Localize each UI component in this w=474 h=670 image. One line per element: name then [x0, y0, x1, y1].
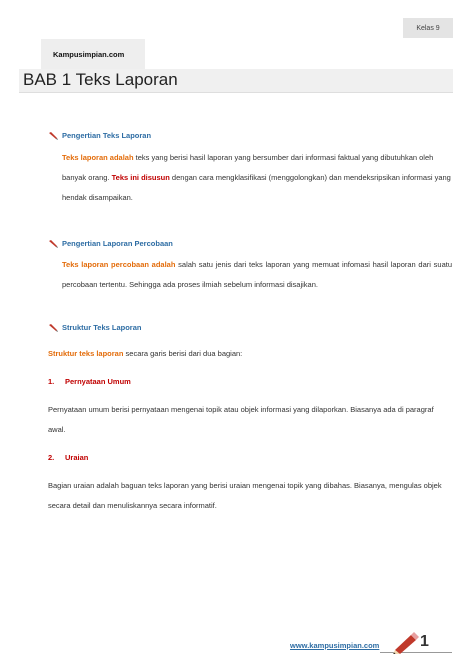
paragraph-struktur-intro	[48, 344, 452, 364]
term-highlight: Teks laporan adalah	[62, 153, 134, 162]
paragraph-text: secara garis berisi dari dua bagian:	[123, 349, 243, 358]
list-item-number: 2.	[48, 453, 55, 462]
list-item-heading	[48, 453, 88, 462]
footer-website-link[interactable]: www.kampusimpian.com	[290, 641, 380, 650]
section-heading-label: Struktur Teks Laporan	[62, 323, 142, 332]
section-heading-label: Pengertian Teks Laporan	[62, 131, 152, 140]
section-heading-pengertian	[48, 131, 151, 140]
page-title: BAB 1 Teks Laporan	[23, 70, 178, 89]
list-item-text: Bagian uraian adalah baguan teks laporan yang berisi uraian mengenai topik yang dibahas. Biasanya, mengulas objek secara detail dan menuliskannya secara informatif.	[48, 481, 442, 510]
list-item-text: Pernyataan umum berisi pernyataan mengenai topik atau objek informasi yang dilaporkan. Biasanya ada di paragraf awal.	[48, 405, 434, 434]
term-highlight: Teks ini disusun	[111, 173, 170, 182]
section-heading-struktur	[48, 323, 141, 332]
site-name-tab: Kampusimpian.com	[41, 39, 145, 69]
paragraph-text: salah satu jenis dari teks laporan yang memuat infomasi hasil laporan dari suatu percobaan tertentu. Sehingga ada proses ilmiah sebelum informasi disajikan.	[62, 260, 452, 289]
paragraph-text: teks yang berisi hasil laporan yang bersumber dari informasi faktual yang dibutuhkan oleh banyak orang.	[62, 153, 434, 182]
pencil-icon	[48, 324, 58, 332]
list-item-number: 1.	[48, 377, 55, 386]
section-heading-percobaan	[48, 239, 173, 248]
paragraph-pengertian	[62, 148, 452, 208]
list-item-title: Pernyataan Umum	[65, 377, 131, 386]
pencil-icon	[393, 632, 419, 654]
paragraph-percobaan	[62, 255, 452, 295]
list-item-title: Uraian	[65, 453, 89, 462]
class-label: Kelas 9	[403, 18, 453, 38]
pencil-icon	[48, 240, 58, 248]
pencil-icon	[48, 132, 58, 140]
section-heading-label: Pengertian Laporan Percobaan	[62, 239, 173, 248]
page-number: 1	[420, 633, 429, 650]
term-highlight: Struktur teks laporan	[48, 349, 124, 358]
paragraph-text: dengan cara mengklasifikasi (menggolongkan) dan mendeksripsikan informasi yang hendak disampaikan.	[62, 173, 451, 202]
term-highlight: Teks laporan percobaan adalah	[62, 260, 176, 269]
list-item-heading	[48, 377, 131, 386]
